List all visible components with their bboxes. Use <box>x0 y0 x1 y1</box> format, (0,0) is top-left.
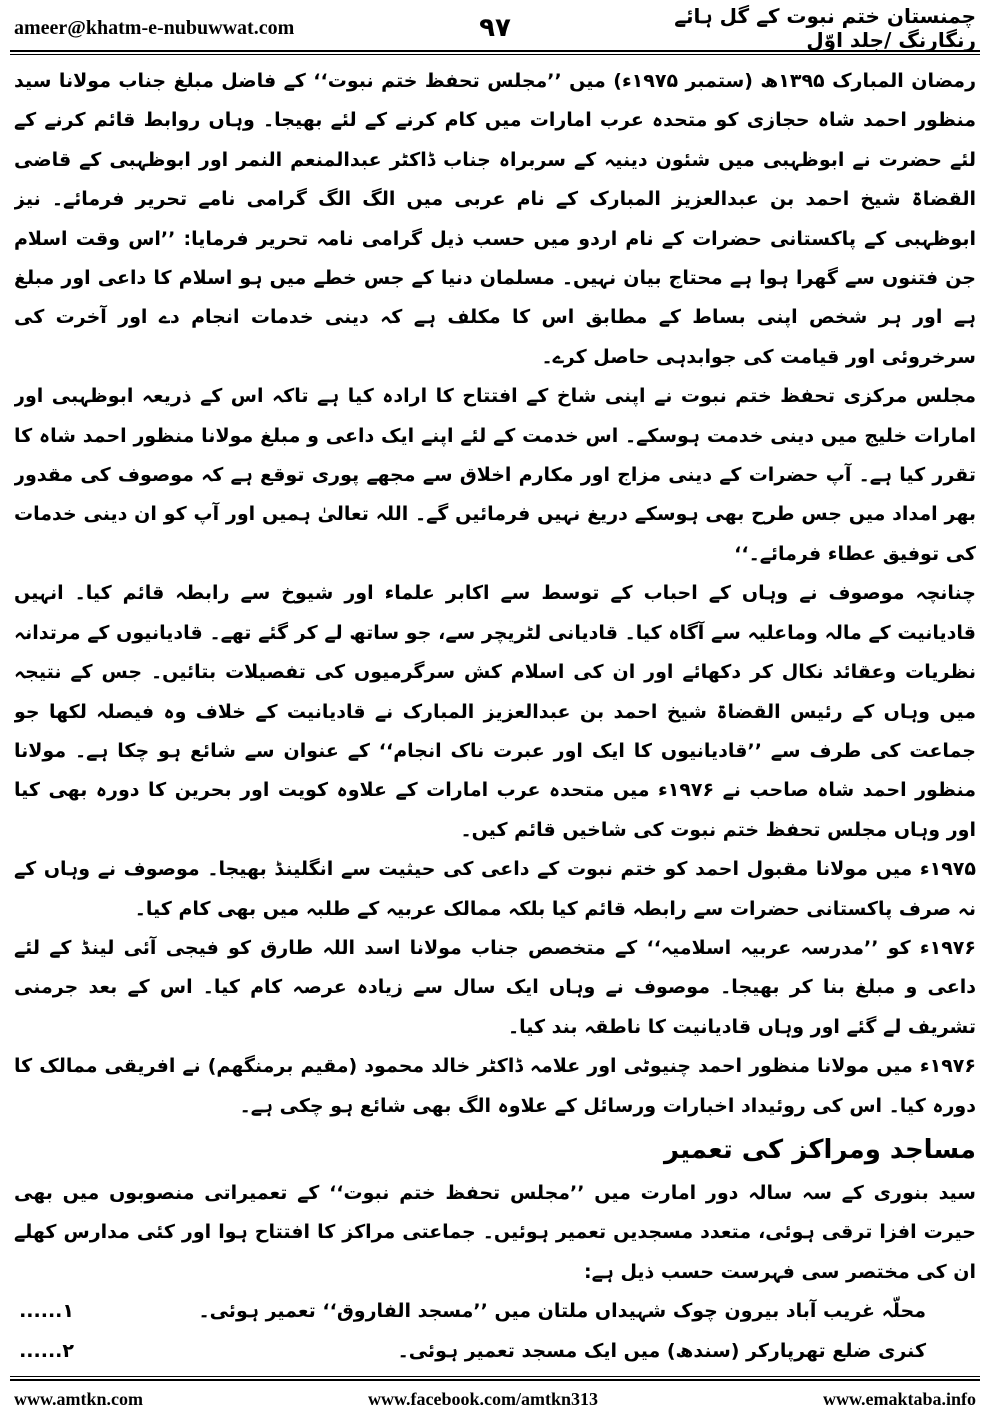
paragraph-4: ۱۹۷۵ء میں مولانا مقبول احمد کو ختم نبوت کے داعی کی حیثیت سے انگلینڈ بھیجا۔ موصوف نے وہاں کے نہ صرف پاکستانی حضرات سے رابطہ قائم کیا بلکہ ممالک عربیہ کے طلبہ میں بھی کام کیا۔ <box>14 858 976 920</box>
footer-link-facebook[interactable]: www.facebook.com/amtkn313 <box>367 1388 598 1409</box>
section-heading: مساجد ومراکز کی تعمیر <box>664 1134 976 1165</box>
paragraph-6: ۱۹۷۶ء میں مولانا منظور احمد چنیوٹی اور علامہ ڈاکٹر خالد محمود (مقیم برمنگھم) نے افریقی ممالک کا دورہ کیا۔ اس کی روئیداد اخبارات ورسائل کے علاوہ الگ بھی شائع ہو چکی ہے۔ <box>14 1055 976 1117</box>
list-item-text: کنری ضلع تھرپارکر (سندھ) میں ایک مسجد تعمیر ہوئی۔ <box>397 1339 926 1362</box>
book-title: چمنستان ختم نبوت کے گل ہائے رنگارنگ /جلد اوّل <box>674 4 976 52</box>
footer-link-amtkn[interactable]: www.amtkn.com <box>14 1388 143 1409</box>
header-rule <box>10 50 980 55</box>
list-item <box>14 1292 976 1331</box>
list-item-number: ۲...... <box>19 1339 74 1362</box>
paragraph-2: مجلس مرکزی تحفظ ختم نبوت نے اپنی شاخ کے افتتاح کا ارادہ کیا ہے تاکہ اس کے ذریعہ ابوظہبی اور امارات خلیج میں دینی خدمت ہوسکے۔ اس خدمت کے لئے اپنے ایک داعی و مبلغ مولانا منظور احمد شاہ کا تقرر کیا ہے۔ آپ حضرات کے دینی مزاج اور مکارم اخلاق سے مجھے پوری توقع ہے کہ موصوف کی مقدور بھر امداد میں جس طرح بھی ہوسکے دریغ نہیں فرمائیں گے۔ اللہ تعالیٰ ہمیں اور آپ کو ان دینی خدمات کی توفیق عطاء فرمائے۔‘‘ <box>14 385 976 565</box>
section-intro: سید بنوری کے سہ سالہ دور امارت میں ’’مجلس تحفظ ختم نبوت‘‘ کے تعمیراتی منصوبوں میں بھی حیرت افزا ترقی ہوئی، متعدد مسجدیں تعمیر ہوئیں۔ جماعتی مراکز کا افتتاح ہوا اور کئی مدارس کھلے ان کی مختصر سی فہرست حسب ذیل ہے: <box>14 1181 976 1283</box>
footer-link-emaktaba[interactable]: www.emaktaba.info <box>822 1388 976 1409</box>
page-header <box>14 4 976 52</box>
page-content <box>14 62 976 1368</box>
page-number: ۹۷ <box>479 13 511 43</box>
list-item <box>14 1332 976 1368</box>
paragraph-1: رمضان المبارک ۱۳۹۵ھ (ستمبر ۱۹۷۵ء) میں ’’مجلس تحفظ ختم نبوت‘‘ کے فاضل مبلغ جناب مولانا سید منظور احمد شاہ حجازی کو متحدہ عرب امارات میں کام کرنے کے لئے بھیجا۔ وہاں روابط قائم کرنے کے لئے حضرت نے ابوظہبی میں شئون دینیہ کے سربراہ جناب ڈاکٹر عبدالمنعم النمر اور ابوظہبی کے قاضی القضاۃ شیخ احمد بن عبدالعزیز المبارک کے نام عربی میں الگ الگ گرامی نامے تحریر فرمائے۔ نیز ابوظہبی کے پاکستانی حضرات کے نام اردو میں حسب ذیل گرامی نامہ تحریر فرمایا: ’’اس وقت اسلام جن فتنوں سے گھرا ہوا ہے محتاج بیان نہیں۔ مسلمان دنیا کے جس خطے میں ہو اسلام کا داعی اور مبلغ ہے اور ہر شخص اپنی بساط کے مطابق اس کا مکلف ہے کہ دینی خدمات انجام دے اور آخرت کی سرخروئی اور قیامت کی جوابدہی حاصل کرے۔ <box>14 70 976 368</box>
paragraph-3: چنانچہ موصوف نے وہاں کے احباب کے توسط سے اکابر علماء اور شیوخ سے رابطہ قائم کیا۔ انہیں قادیانیت کے مالہ وماعلیہ سے آگاہ کیا۔ قادیانی لٹریچر سے، جو ساتھ لے کر گئے تھے۔ قادیانیوں کے مرتدانہ نظریات وعقائد نکال کر دکھائے اور ان کی اسلام کش سرگرمیوں کی تفصیلات بتائیں۔ جس کے نتیجہ میں وہاں کے رئیس القضاۃ شیخ احمد بن عبدالعزیز المبارک نے قادیانیت کے خلاف وہ فیصلہ لکھا جو جماعت کی طرف سے ’’قادیانیوں کا ایک اور عبرت ناک انجام‘‘ کے عنوان سے شائع ہو چکا ہے۔ مولانا منظور احمد شاہ صاحب نے ۱۹۷۶ء میں متحدہ عرب امارات کے علاوہ کویت اور بحرین کا دورہ بھی کیا اور وہاں مجلس تحفظ ختم نبوت کی شاخیں قائم کیں۔ <box>14 582 976 841</box>
header-email: ameer@khatm-e-nubuwwat.com <box>14 16 295 39</box>
list-item-number: ۱...... <box>19 1300 74 1323</box>
list-item-text: محلّہ غریب آباد بیرون چوک شہیداں ملتان میں ’’مسجد الفاروق‘‘ تعمیر ہوئی۔ <box>198 1300 926 1323</box>
footer-rule <box>10 1376 980 1381</box>
paragraph-5: ۱۹۷۶ء کو ’’مدرسہ عربیہ اسلامیہ‘‘ کے متخصص جناب مولانا اسد اللہ طارق کو فیجی آئی لینڈ کے لئے داعی و مبلغ بنا کر بھیجا۔ موصوف نے وہاں ایک سال سے زیادہ عرصہ کام کیا۔ اس کے بعد جرمنی تشریف لے گئے اور وہاں قادیانیت کا ناطقہ بند کیا۔ <box>14 936 976 1038</box>
page-footer <box>14 1384 976 1414</box>
